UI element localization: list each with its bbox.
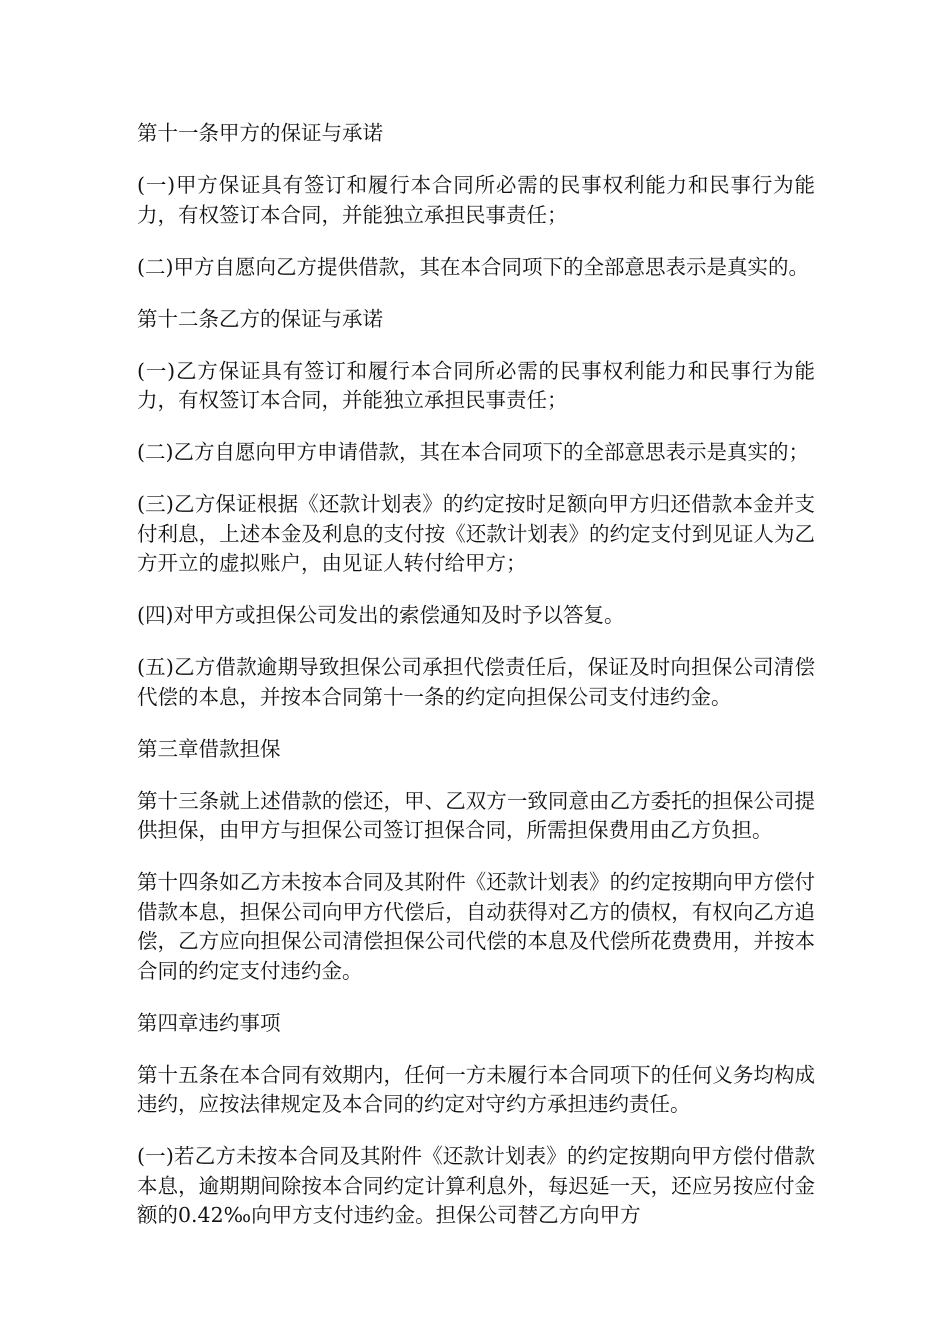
article-11-clause-1: (一)甲方保证具有签订和履行本合同所必需的民事权利能力和民事行为能力，有权签订本合同，并能独立承担民事责任； xyxy=(137,173,815,227)
article-12-clause-2: (二)乙方自愿向甲方申请借款，其在本合同项下的全部意思表示是真实的； xyxy=(137,440,809,464)
article-12-clause-5: (五)乙方借款逾期导致担保公司承担代偿责任后，保证及时向担保公司清偿代偿的本息，并按本合同第十一条的约定向担保公司支付违约金。 xyxy=(137,655,815,709)
article-12-heading: 第十二条乙方的保证与承诺 xyxy=(137,306,383,331)
article-12-clause-3: (三)乙方保证根据《还款计划表》的约定按时足额向甲方归还借款本金并支付利息，上述本金及利息的支付按《还款计划表》的约定支付到见证人为乙方开立的虚拟账户，由见证人转付给甲方； xyxy=(137,492,815,575)
article-11-heading: 第十一条甲方的保证与承诺 xyxy=(137,121,383,145)
document-body xyxy=(137,119,815,1253)
chapter-4-heading: 第四章违约事项 xyxy=(137,1010,281,1035)
article-11-clause-2: (二)甲方自愿向乙方提供借款，其在本合同项下的全部意思表示是真实的。 xyxy=(137,254,809,279)
article-14: 第十四条如乙方未按本合同及其附件《还款计划表》的约定按期向甲方偿付借款本息，担保公司向甲方代偿后，自动获得对乙方的债权，有权向乙方追偿，乙方应向担保公司清偿担保公司代偿的本息及代偿所花费费用，并按本合同的约定支付违约金。 xyxy=(137,870,815,983)
article-13: 第十三条就上述借款的偿还，甲、乙双方一致同意由乙方委托的担保公司提供担保，由甲方与担保公司签订担保合同，所需担保费用由乙方负担。 xyxy=(137,788,815,842)
chapter-3-heading: 第三章借款担保 xyxy=(137,736,281,761)
article-15: 第十五条在本合同有效期内，任何一方未履行本合同项下的任何义务均构成违约，应按法律规定及本合同的约定对守约方承担违约责任。 xyxy=(137,1062,815,1116)
article-15-clause-1: (一)若乙方未按本合同及其附件《还款计划表》的约定按期向甲方偿付借款本息，逾期期间除按本合同约定计算利息外，每迟延一天，还应另按应付金额的0.42‰向甲方支付违约金。担保公司替乙方向甲方 xyxy=(137,1144,815,1227)
article-12-clause-4: (四)对甲方或担保公司发出的索偿通知及时予以答复。 xyxy=(137,603,625,627)
article-12-clause-1: (一)乙方保证具有签订和履行本合同所必需的民事权利能力和民事行为能力，有权签订本合同，并能独立承担民事责任； xyxy=(137,358,815,412)
